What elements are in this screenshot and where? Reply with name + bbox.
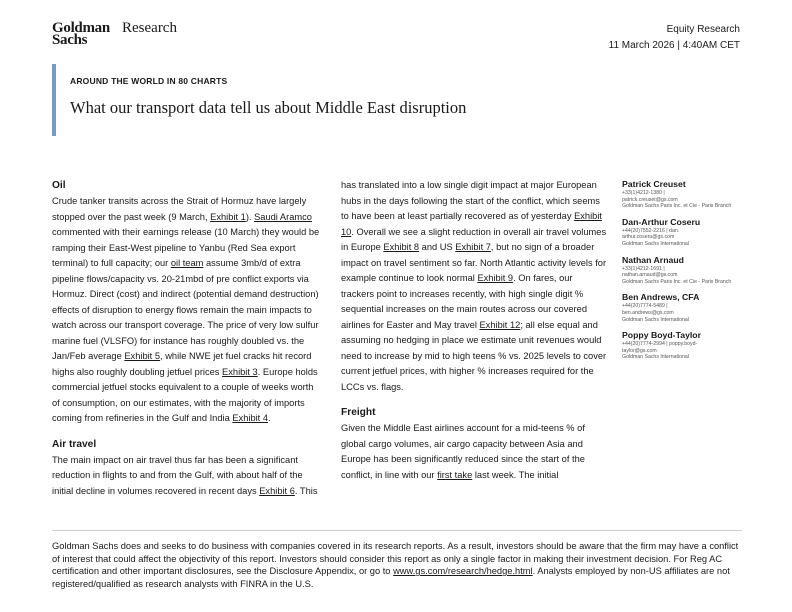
author-list	[622, 178, 752, 367]
exhibit-link[interactable]: Exhibit 12	[479, 319, 521, 330]
first-take-link[interactable]: first take	[437, 469, 473, 480]
report-date: 11 March 2026 | 4:40AM CET	[608, 40, 740, 51]
author-firm: Goldman Sachs Paris Inc. et Cie - Paris Branch	[622, 278, 732, 285]
logo-line-sachs: Sachs	[52, 32, 88, 48]
author-entry	[622, 178, 752, 210]
logo-line-goldman: Goldman	[52, 20, 110, 36]
oil-team-link[interactable]: oil team	[170, 258, 204, 268]
disclaimer-text: Goldman Sachs does and seeks to do business with companies covered in its research reports. As a result, investors should be aware that the firm may have a conflict of interest that could affect the objectivity of this report. Investors should consider this report as only a single factor in making their investment decision. For Reg AC certification and other important disclosures, see the Disclosure Appendix, or go to www.gs.com/research/hedge.html. Analysts employed by non-US affiliates are not registered/qualified as research analysts with FINRA in the U.S.	[52, 541, 739, 589]
exhibit-link[interactable]: Exhibit 3	[222, 366, 258, 377]
section-heading-freight: Freight	[341, 407, 376, 418]
disclosure-link[interactable]: www.gs.com/research/hedge.html	[393, 566, 533, 577]
paragraph-air-travel: has translated into a low single digit impact at major European hubs in the days following the start of the conflict, which seems to have been at least partially recovered as of yesterday Exhibit 10. Overall we see a slight reduction in overall air travel volumes in Europe Exhibit 8 and US Exhibit 7, but no sign of a broader impact on travel sentiment so far. North Atlantic activity levels for example continue to look normal Exhibit 9. On fares, our trackers point to increases recently, with high single digit % sequential increases on the main routes across our covered airlines for Easter and May travel Exhibit 12; all else equal and assuming no hedging in place we estimate unit revenues would need to increase by mid to high teens % vs. 2025 levels to cover current jetfuel prices, with higher % increases required for the LCCs vs. flags.	[341, 180, 607, 392]
report-meta	[609, 22, 740, 54]
author-phone[interactable]: +44(20)7774-5489 |	[622, 303, 668, 310]
author-email[interactable]: ben.andrews@gs.com	[622, 309, 674, 316]
author-firm: Goldman Sachs International	[622, 354, 689, 361]
goldman-sachs-logo[interactable]	[52, 20, 177, 48]
exhibit-link[interactable]: Exhibit 10	[341, 211, 602, 237]
author-phone[interactable]: +33(1)4212-1691 |	[622, 265, 665, 272]
report-title: What our transport data tell us about Middle East disruption	[70, 98, 467, 117]
saudi-aramco-link[interactable]: Saudi Aramco	[254, 211, 312, 222]
department-label: Equity Research	[666, 24, 740, 35]
author-email[interactable]: taylor@gs.com	[622, 347, 657, 354]
author-entry	[622, 216, 752, 248]
author-firm: Goldman Sachs International	[622, 240, 689, 247]
author-name: Nathan Arnaud	[622, 254, 684, 265]
author-name: Poppy Boyd-Taylor	[622, 330, 701, 341]
author-entry	[622, 291, 752, 323]
author-name: Dan-Arthur Coseru	[622, 216, 701, 227]
author-entry	[622, 254, 752, 286]
exhibit-link[interactable]: Exhibit 1	[210, 211, 246, 222]
body-column-right	[341, 178, 607, 483]
logo-research-label: Research	[122, 20, 177, 36]
author-email[interactable]: arthur.coseru@gs.com	[622, 234, 675, 241]
author-phone[interactable]: +44(20)7774-2994 | poppy.boyd-	[622, 341, 698, 348]
body-column-left	[52, 178, 322, 499]
author-phone[interactable]: +44(20)7552-2216 | dan.	[622, 227, 680, 234]
author-email[interactable]: patrick.creuset@gs.com	[622, 196, 678, 203]
paragraph-oil: Crude tanker transits across the Strait of Hormuz have largely stopped over the past week (9 March, Exhibit 1). Saudi Aramco commented with their earnings release (10 March) they would be ramping their East-West pipeline to Yanbu (Red Sea export terminal) to full capacity; our oil team assume 3mb/d of extra pipeline flows/capacity vs. 20-21mbd of pre conflict exports via Hormuz. Direct (cost) and indirect (potential demand destruction) effects of disruption to energy flows remain the main impacts to watch across our transport coverage. The price of very low sulfur marine fuel (VLSFO) for instance has roughly doubled vs. the Jan/Feb average Exhibit 5, while NWE jet fuel cracks hit record highs also roughly doubling jetfuel prices Exhibit 3. Europe holds commercial jetfuel stocks equivalent to a couple of weeks worth of consumption, on our estimates, with the majority of imports coming from refineries in the Gulf and India Exhibit 4.	[52, 196, 320, 423]
exhibit-link[interactable]: Exhibit 9	[477, 273, 514, 283]
author-name: Patrick Creuset	[622, 179, 686, 189]
exhibit-link[interactable]: Exhibit 8	[383, 242, 420, 252]
author-email[interactable]: nathan.arnaud@gs.com	[622, 272, 678, 279]
section-heading-air-travel: Air travel	[52, 438, 97, 450]
author-firm: Goldman Sachs International	[622, 316, 689, 323]
paragraph-freight: Given the Middle East airlines account for a mid-teens % of global cargo volumes, air cargo capacity between Asia and Europe has been significantly reduced since the start of the conflict, in line with our first take last week. The initial	[341, 423, 585, 480]
paragraph-air-travel: The main impact on air travel thus far has been a significant reduction in flights to and from the Gulf, with about half of the initial decline in volumes recovered in recent days Exhibit 6. This	[52, 454, 318, 496]
author-firm: Goldman Sachs Paris Inc. et Cie - Paris Branch	[622, 203, 732, 210]
exhibit-link[interactable]: Exhibit 7	[455, 242, 491, 252]
disclaimer-divider	[52, 530, 742, 531]
author-entry	[622, 329, 752, 361]
author-phone[interactable]: +33(1)4212-1380 |	[622, 190, 665, 196]
series-kicker: AROUND THE WORLD IN 80 CHARTS	[70, 76, 228, 86]
title-block	[52, 64, 476, 136]
section-heading-oil: Oil	[52, 180, 66, 191]
exhibit-link[interactable]: Exhibit 4	[232, 413, 269, 423]
author-name: Ben Andrews, CFA	[622, 292, 700, 303]
exhibit-link[interactable]: Exhibit 6	[259, 485, 295, 496]
exhibit-link[interactable]: Exhibit 5	[124, 351, 161, 361]
